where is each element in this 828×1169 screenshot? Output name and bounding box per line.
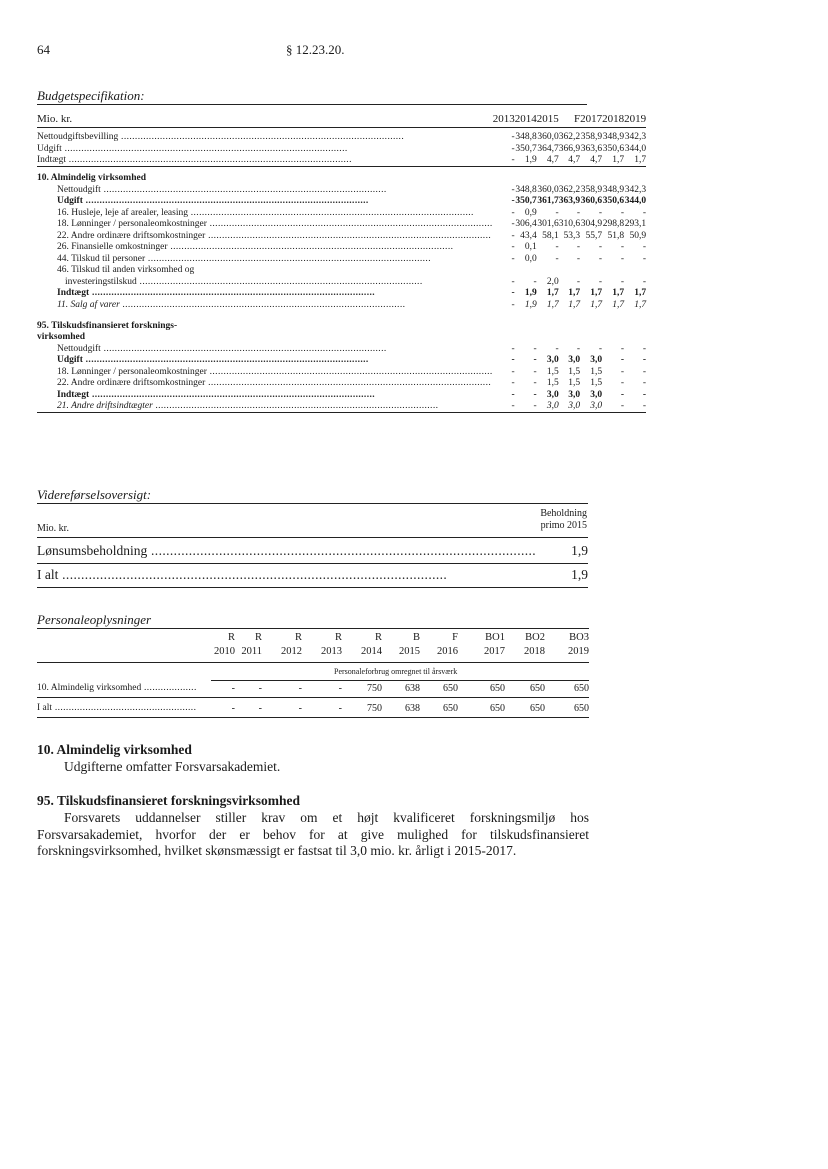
- row-value: 2,0: [546, 276, 559, 287]
- row-value: -: [642, 253, 647, 264]
- row-value: [602, 265, 624, 277]
- budget-title: Budgetspecifikation:: [37, 88, 145, 103]
- row-value: 0,0: [524, 253, 537, 264]
- note-body: Udgifterne omfatter Forsvarsakademiet.: [64, 759, 281, 774]
- row-value: -: [620, 378, 625, 389]
- personale-value: -: [338, 683, 342, 694]
- row-value: -: [598, 253, 603, 264]
- row-label: [37, 132, 493, 144]
- row-label-text: Indtægt .....: [57, 390, 375, 400]
- row-value: -: [576, 242, 581, 253]
- row-value: 1,9: [515, 155, 537, 167]
- personale-value: -: [298, 683, 302, 694]
- row-value: 358,9: [580, 184, 603, 195]
- note-heading: 10. Almindelig virksomhed: [37, 742, 192, 757]
- row-value: 363,9: [558, 196, 581, 207]
- row-value: -: [555, 207, 559, 218]
- row-label: [37, 219, 493, 231]
- row-value: 360,6: [580, 196, 603, 207]
- viderefoersel-value: 1,9: [537, 543, 588, 559]
- row-value: -: [511, 276, 515, 287]
- budget-col-header: 2015: [536, 112, 559, 125]
- viderefoersel-row: [37, 567, 588, 586]
- row-value: -: [555, 253, 559, 264]
- row-label: [37, 155, 493, 167]
- table-row: [37, 144, 646, 156]
- row-value: -: [576, 253, 581, 264]
- row-value: -: [511, 143, 515, 154]
- viderefoersel-label: Lønsumsbeholdning .....: [37, 543, 536, 559]
- row-label: [37, 207, 493, 219]
- viderefoersel-col-header: [540, 508, 587, 532]
- row-value: -: [511, 207, 515, 218]
- viderefoersel-label: I alt .....: [37, 567, 447, 583]
- personale-col-header-bottom: 2016: [437, 646, 458, 657]
- row-value: 3,0: [568, 389, 581, 400]
- personale-value: 650: [574, 703, 589, 714]
- row-label-text: Nettoudgift .....: [57, 344, 387, 354]
- row-value: 1,5: [546, 366, 559, 377]
- row-label-text: 16. Husleje, leje af arealer, leasing .....: [57, 208, 474, 218]
- row-value: -: [533, 343, 537, 354]
- row-value: -: [576, 276, 581, 287]
- personale-value: 650: [490, 703, 505, 714]
- row-label: [37, 242, 493, 254]
- row-value: -: [620, 276, 625, 287]
- row-value: -: [620, 355, 625, 366]
- row-value: -: [620, 207, 625, 218]
- row-value: 342,3: [624, 132, 647, 143]
- budget-top-rule: [37, 104, 587, 105]
- personale-row-rule: [37, 717, 589, 718]
- row-label-text: 11. Salg af varer .....: [57, 300, 406, 310]
- personale-value: 650: [530, 703, 545, 714]
- row-value: 364,7: [537, 143, 559, 154]
- personale-col-header-bottom: 2018: [524, 646, 545, 657]
- note-body: Forsvarets uddannelser stiller krav om et højt kvalificeret forskningsmiljø hos Forsvarsakademiet, hvorfor der er behov for at give mulighed for tilskudsfinansieret forskningsvirksomhed, hvilket skønsmæssigt er fastsat til 3,0 mio. kr. årligt i 2015-2017.: [37, 810, 589, 858]
- personale-value: 650: [574, 683, 589, 694]
- personale-col-header-top: F: [452, 632, 458, 643]
- table-row: [37, 299, 646, 311]
- row-value: -: [555, 343, 559, 354]
- row-value: -: [533, 355, 537, 366]
- table-row: [37, 401, 646, 413]
- personale-col-header-top: B: [412, 632, 420, 643]
- row-value: 3,0: [590, 389, 603, 400]
- budget-header-row: [37, 111, 646, 125]
- row-label: [37, 401, 493, 413]
- row-label: [37, 299, 493, 311]
- row-value: -: [620, 242, 625, 253]
- row-value: -: [533, 276, 537, 287]
- row-value: 344,0: [624, 196, 647, 207]
- row-value: -: [511, 219, 515, 230]
- row-value: -: [511, 230, 515, 241]
- personale-value: -: [258, 703, 262, 714]
- viderefoersel-header-rule: [37, 537, 588, 538]
- row-value: 348,8: [515, 132, 537, 143]
- row-value: 0,1: [524, 242, 537, 253]
- row-value: -: [511, 355, 515, 366]
- personale-value: 750: [367, 703, 382, 714]
- personale-top-rule: [37, 628, 589, 629]
- row-value: 348,9: [602, 184, 625, 195]
- row-value: 1,7: [546, 299, 559, 310]
- row-label: [37, 355, 493, 367]
- row-value: 3,0: [546, 355, 559, 366]
- row-value: 51,8: [607, 230, 625, 241]
- row-value: 3,0: [559, 401, 580, 413]
- row-value: -: [515, 401, 537, 413]
- section10-heading: [37, 173, 646, 184]
- row-label-text: 22. Andre ordinære driftsomkostninger .....: [57, 231, 491, 241]
- row-value: 293,1: [624, 219, 647, 230]
- row-value: 362,2: [558, 184, 581, 195]
- personale-subheader: Personaleforbrug omregnet til årsværk: [334, 667, 458, 676]
- row-label-text: 18. Lønninger / personaleomkostninger .....: [57, 367, 493, 377]
- row-label-text: 44. Tilskud til personer .....: [57, 254, 431, 264]
- row-label: [37, 343, 493, 355]
- row-value: -: [511, 343, 515, 354]
- row-value: -: [624, 401, 646, 413]
- row-value: 1,9: [524, 299, 537, 310]
- row-value: 1,9: [524, 288, 537, 299]
- table-row: [37, 230, 646, 242]
- page-number: 64: [37, 42, 50, 57]
- row-value: 1,7: [590, 299, 603, 310]
- row-label: [37, 378, 493, 390]
- row-value: 1,5: [590, 366, 603, 377]
- row-value: -: [642, 242, 647, 253]
- row-label: [37, 265, 493, 277]
- table-row: [37, 219, 646, 231]
- personale-row-rule: [37, 697, 589, 698]
- row-value: 1,7: [612, 299, 625, 310]
- row-value: 360,0: [537, 184, 559, 195]
- table-row: [37, 355, 646, 367]
- personale-value: -: [338, 703, 342, 714]
- row-value: 3,0: [590, 355, 603, 366]
- row-value: -: [533, 366, 537, 377]
- personale-value: 650: [443, 683, 458, 694]
- row-value: 1,5: [568, 366, 581, 377]
- budget-table: [37, 111, 646, 413]
- row-value: 58,1: [542, 230, 559, 241]
- budget-unit-label: Mio. kr.: [37, 112, 73, 125]
- viderefoersel-row-rule: [37, 563, 588, 564]
- budget-col-header: 2019: [624, 112, 647, 125]
- section95-heading-2: [37, 332, 646, 343]
- row-value: [580, 265, 602, 277]
- viderefoersel-row: [37, 543, 588, 562]
- row-value: -: [642, 355, 647, 366]
- row-value: -: [642, 366, 647, 377]
- personale-value: -: [298, 703, 302, 714]
- row-value: 4,7: [537, 155, 559, 167]
- personale-header-row-bottom: [0, 646, 828, 660]
- personale-col-header-bottom: 2013: [321, 646, 342, 657]
- personale-value: 638: [405, 703, 420, 714]
- row-value: 1,7: [568, 288, 581, 299]
- personale-col-header-bottom: 2015: [399, 646, 420, 657]
- table-row: [37, 184, 646, 196]
- row-value: -: [533, 389, 537, 400]
- row-value: 50,9: [629, 230, 647, 241]
- row-value: 350,7: [515, 143, 537, 154]
- row-label: [37, 253, 493, 265]
- row-label-text: 18. Lønninger / personaleomkostninger .....: [57, 219, 493, 229]
- note-heading: 95. Tilskudsfinansieret forskningsvirksomhed: [37, 793, 300, 808]
- personale-col-header-bottom: 2019: [568, 646, 589, 657]
- row-value: [493, 265, 515, 277]
- row-value: -: [598, 343, 603, 354]
- row-label: [37, 366, 493, 378]
- row-value: 1,5: [568, 378, 581, 389]
- row-value: 3,0: [580, 401, 602, 413]
- row-label-text: Nettoudgift .....: [57, 185, 387, 195]
- row-value: -: [511, 184, 515, 195]
- row-value: -: [620, 366, 625, 377]
- viderefoersel-top-rule: [37, 503, 588, 504]
- row-label: [37, 288, 493, 300]
- row-value: 53,3: [563, 230, 581, 241]
- row-label-text: 21. Andre driftsindtægter .....: [57, 401, 439, 411]
- row-label-text: Nettoudgiftsbevilling .....: [37, 132, 404, 142]
- row-value: 1,7: [634, 288, 647, 299]
- row-value: -: [533, 378, 537, 389]
- viderefoersel-row-rule: [37, 587, 588, 588]
- table-row: [37, 366, 646, 378]
- personale-col-header-top: R: [374, 632, 382, 643]
- col-header-line2: primo 2015: [540, 520, 587, 531]
- row-value: 3,0: [537, 401, 559, 413]
- row-value: 348,9: [602, 132, 625, 143]
- personale-col-header-top: BO2: [525, 632, 545, 643]
- personale-col-header-bottom: 2012: [281, 646, 302, 657]
- row-value: -: [620, 343, 625, 354]
- personale-row: [0, 683, 828, 697]
- row-value: 360,0: [537, 132, 559, 143]
- row-value: 1,7: [568, 299, 581, 310]
- table-row: [37, 253, 646, 265]
- row-value: -: [511, 132, 515, 143]
- row-value: 3,0: [546, 389, 559, 400]
- row-value: -: [642, 389, 647, 400]
- section10-heading-text: 10. Almindelig virksomhed: [37, 173, 146, 184]
- personale-col-header-top: BO1: [485, 632, 505, 643]
- row-value: -: [511, 253, 515, 264]
- row-value: -: [598, 276, 603, 287]
- row-value: 350,7: [515, 196, 537, 207]
- row-value: 342,3: [624, 184, 647, 195]
- row-value: -: [598, 207, 603, 218]
- viderefoersel-value: 1,9: [537, 567, 588, 583]
- row-value: 361,7: [537, 196, 559, 207]
- row-value: [515, 265, 537, 277]
- budget-col-header: 2014: [514, 112, 537, 125]
- personale-col-header-top: R: [254, 632, 262, 643]
- table-row: [37, 265, 646, 277]
- row-label: [37, 276, 493, 288]
- budget-col-header: F: [573, 112, 581, 125]
- personale-col-header-top: R: [227, 632, 235, 643]
- personale-col-header-top: R: [334, 632, 342, 643]
- personale-col-header-bottom: 2010: [214, 646, 235, 657]
- row-value: 350,6: [602, 196, 625, 207]
- row-value: 1,5: [546, 378, 559, 389]
- viderefoersel-title: Videreførselsoversigt:: [37, 487, 152, 502]
- budget-col-header: 2018: [602, 112, 625, 125]
- row-value: 3,0: [568, 355, 581, 366]
- row-value: 1,7: [612, 288, 625, 299]
- table-row: [37, 378, 646, 390]
- row-label-text: 46. Tilskud til anden virksomhed og: [57, 265, 195, 276]
- row-label-text: 26. Finansielle omkostninger .....: [57, 242, 453, 252]
- row-value: -: [576, 207, 581, 218]
- row-value: [537, 265, 559, 277]
- row-value: 4,7: [559, 155, 580, 167]
- row-value: 350,6: [602, 143, 625, 154]
- personale-col-header-bottom: 2011: [241, 646, 262, 657]
- row-value: 1,5: [590, 378, 603, 389]
- table-row: [37, 288, 646, 300]
- table-row: [37, 276, 646, 288]
- row-value: 55,7: [585, 230, 603, 241]
- section95-heading-1: [37, 321, 646, 332]
- row-label: [37, 389, 493, 401]
- row-value: -: [493, 401, 515, 413]
- budget-col-header: 2013: [492, 112, 515, 125]
- row-value: 301,6: [537, 219, 559, 230]
- row-value: 43,4: [520, 230, 537, 241]
- table-row: [37, 132, 646, 144]
- row-value: -: [602, 401, 624, 413]
- row-value: [624, 265, 646, 277]
- personale-col-header-bottom: 2017: [484, 646, 505, 657]
- row-value: 1,7: [634, 299, 647, 310]
- personale-col-header-bottom: 2014: [361, 646, 382, 657]
- row-value: -: [555, 242, 559, 253]
- viderefoersel-unit: Mio. kr.: [37, 523, 69, 534]
- row-label-text: 22. Andre ordinære driftsomkostninger .....: [57, 378, 491, 388]
- personale-row-label: 10. Almindelig virksomhed .....: [37, 683, 197, 693]
- row-value: 298,8: [602, 219, 625, 230]
- row-value: 310,6: [558, 219, 581, 230]
- personale-title: Personaleoplysninger: [37, 612, 152, 627]
- section95-heading-1-text: 95. Tilskudsfinansieret forsknings-: [37, 320, 178, 331]
- table-row: [37, 343, 646, 355]
- row-value: 363,6: [580, 143, 603, 154]
- row-value: 1,7: [546, 288, 559, 299]
- table-row: [37, 242, 646, 254]
- row-value: 362,2: [558, 132, 581, 143]
- row-value: 0,9: [524, 207, 537, 218]
- row-value: -: [620, 389, 625, 400]
- personale-subheader-rule: [211, 680, 589, 681]
- personale-col-header-top: R: [294, 632, 302, 643]
- col-header-line1: Beholdning: [540, 508, 587, 519]
- personale-value: 750: [367, 683, 382, 694]
- row-value: 344,0: [624, 143, 647, 154]
- row-value: -: [642, 207, 647, 218]
- section-reference: § 12.23.20.: [286, 42, 345, 57]
- row-value: 1,7: [602, 155, 624, 167]
- table-row: [37, 155, 646, 167]
- section95-heading-2-text: virksomhed: [37, 332, 86, 343]
- row-value: 348,8: [515, 184, 537, 195]
- row-label-text: Indtægt .....: [57, 288, 375, 298]
- row-value: -: [511, 299, 515, 310]
- row-label-text: Udgift .....: [57, 196, 369, 206]
- row-label-text: Indtægt .....: [37, 155, 352, 165]
- row-value: -: [511, 242, 515, 253]
- row-label-text: Udgift .....: [57, 355, 369, 365]
- gap-row: [37, 311, 646, 321]
- table-row: [37, 389, 646, 401]
- personale-col-header-top: BO3: [569, 632, 589, 643]
- personale-header-rule: [37, 662, 589, 663]
- row-label: [37, 184, 493, 196]
- row-value: 306,4: [515, 219, 537, 230]
- personale-value: 650: [443, 703, 458, 714]
- personale-value: 650: [490, 683, 505, 694]
- table-row: [37, 196, 646, 208]
- row-value: 1,7: [590, 288, 603, 299]
- personale-header-row-top: [0, 632, 828, 646]
- row-value: 1,7: [624, 155, 646, 167]
- row-value: -: [511, 288, 515, 299]
- row-label: [37, 230, 493, 242]
- row-value: -: [642, 378, 647, 389]
- personale-value: -: [231, 683, 235, 694]
- row-value: [559, 265, 580, 277]
- row-value: -: [642, 276, 647, 287]
- personale-row-label: I alt .....: [37, 703, 197, 713]
- row-value: -: [511, 378, 515, 389]
- row-label-text: Udgift .....: [37, 144, 348, 154]
- row-value: -: [576, 343, 581, 354]
- row-value: -: [511, 389, 515, 400]
- table-row: [37, 207, 646, 219]
- row-value: -: [493, 155, 515, 167]
- personale-value: 650: [530, 683, 545, 694]
- row-value: 366,9: [558, 143, 581, 154]
- personale-value: -: [231, 703, 235, 714]
- row-value: -: [511, 366, 515, 377]
- row-value: -: [598, 242, 603, 253]
- row-value: -: [511, 196, 515, 207]
- personale-value: 638: [405, 683, 420, 694]
- budget-col-header: 2017: [580, 112, 603, 125]
- row-value: 304,9: [580, 219, 603, 230]
- row-value: 4,7: [580, 155, 602, 167]
- row-value: -: [620, 253, 625, 264]
- row-value: 358,9: [580, 132, 603, 143]
- personale-row: [0, 703, 828, 717]
- row-label: [37, 196, 493, 208]
- row-value: -: [642, 343, 647, 354]
- personale-value: -: [258, 683, 262, 694]
- row-label-text: investeringstilskud .....: [65, 277, 423, 287]
- row-label: [37, 144, 493, 156]
